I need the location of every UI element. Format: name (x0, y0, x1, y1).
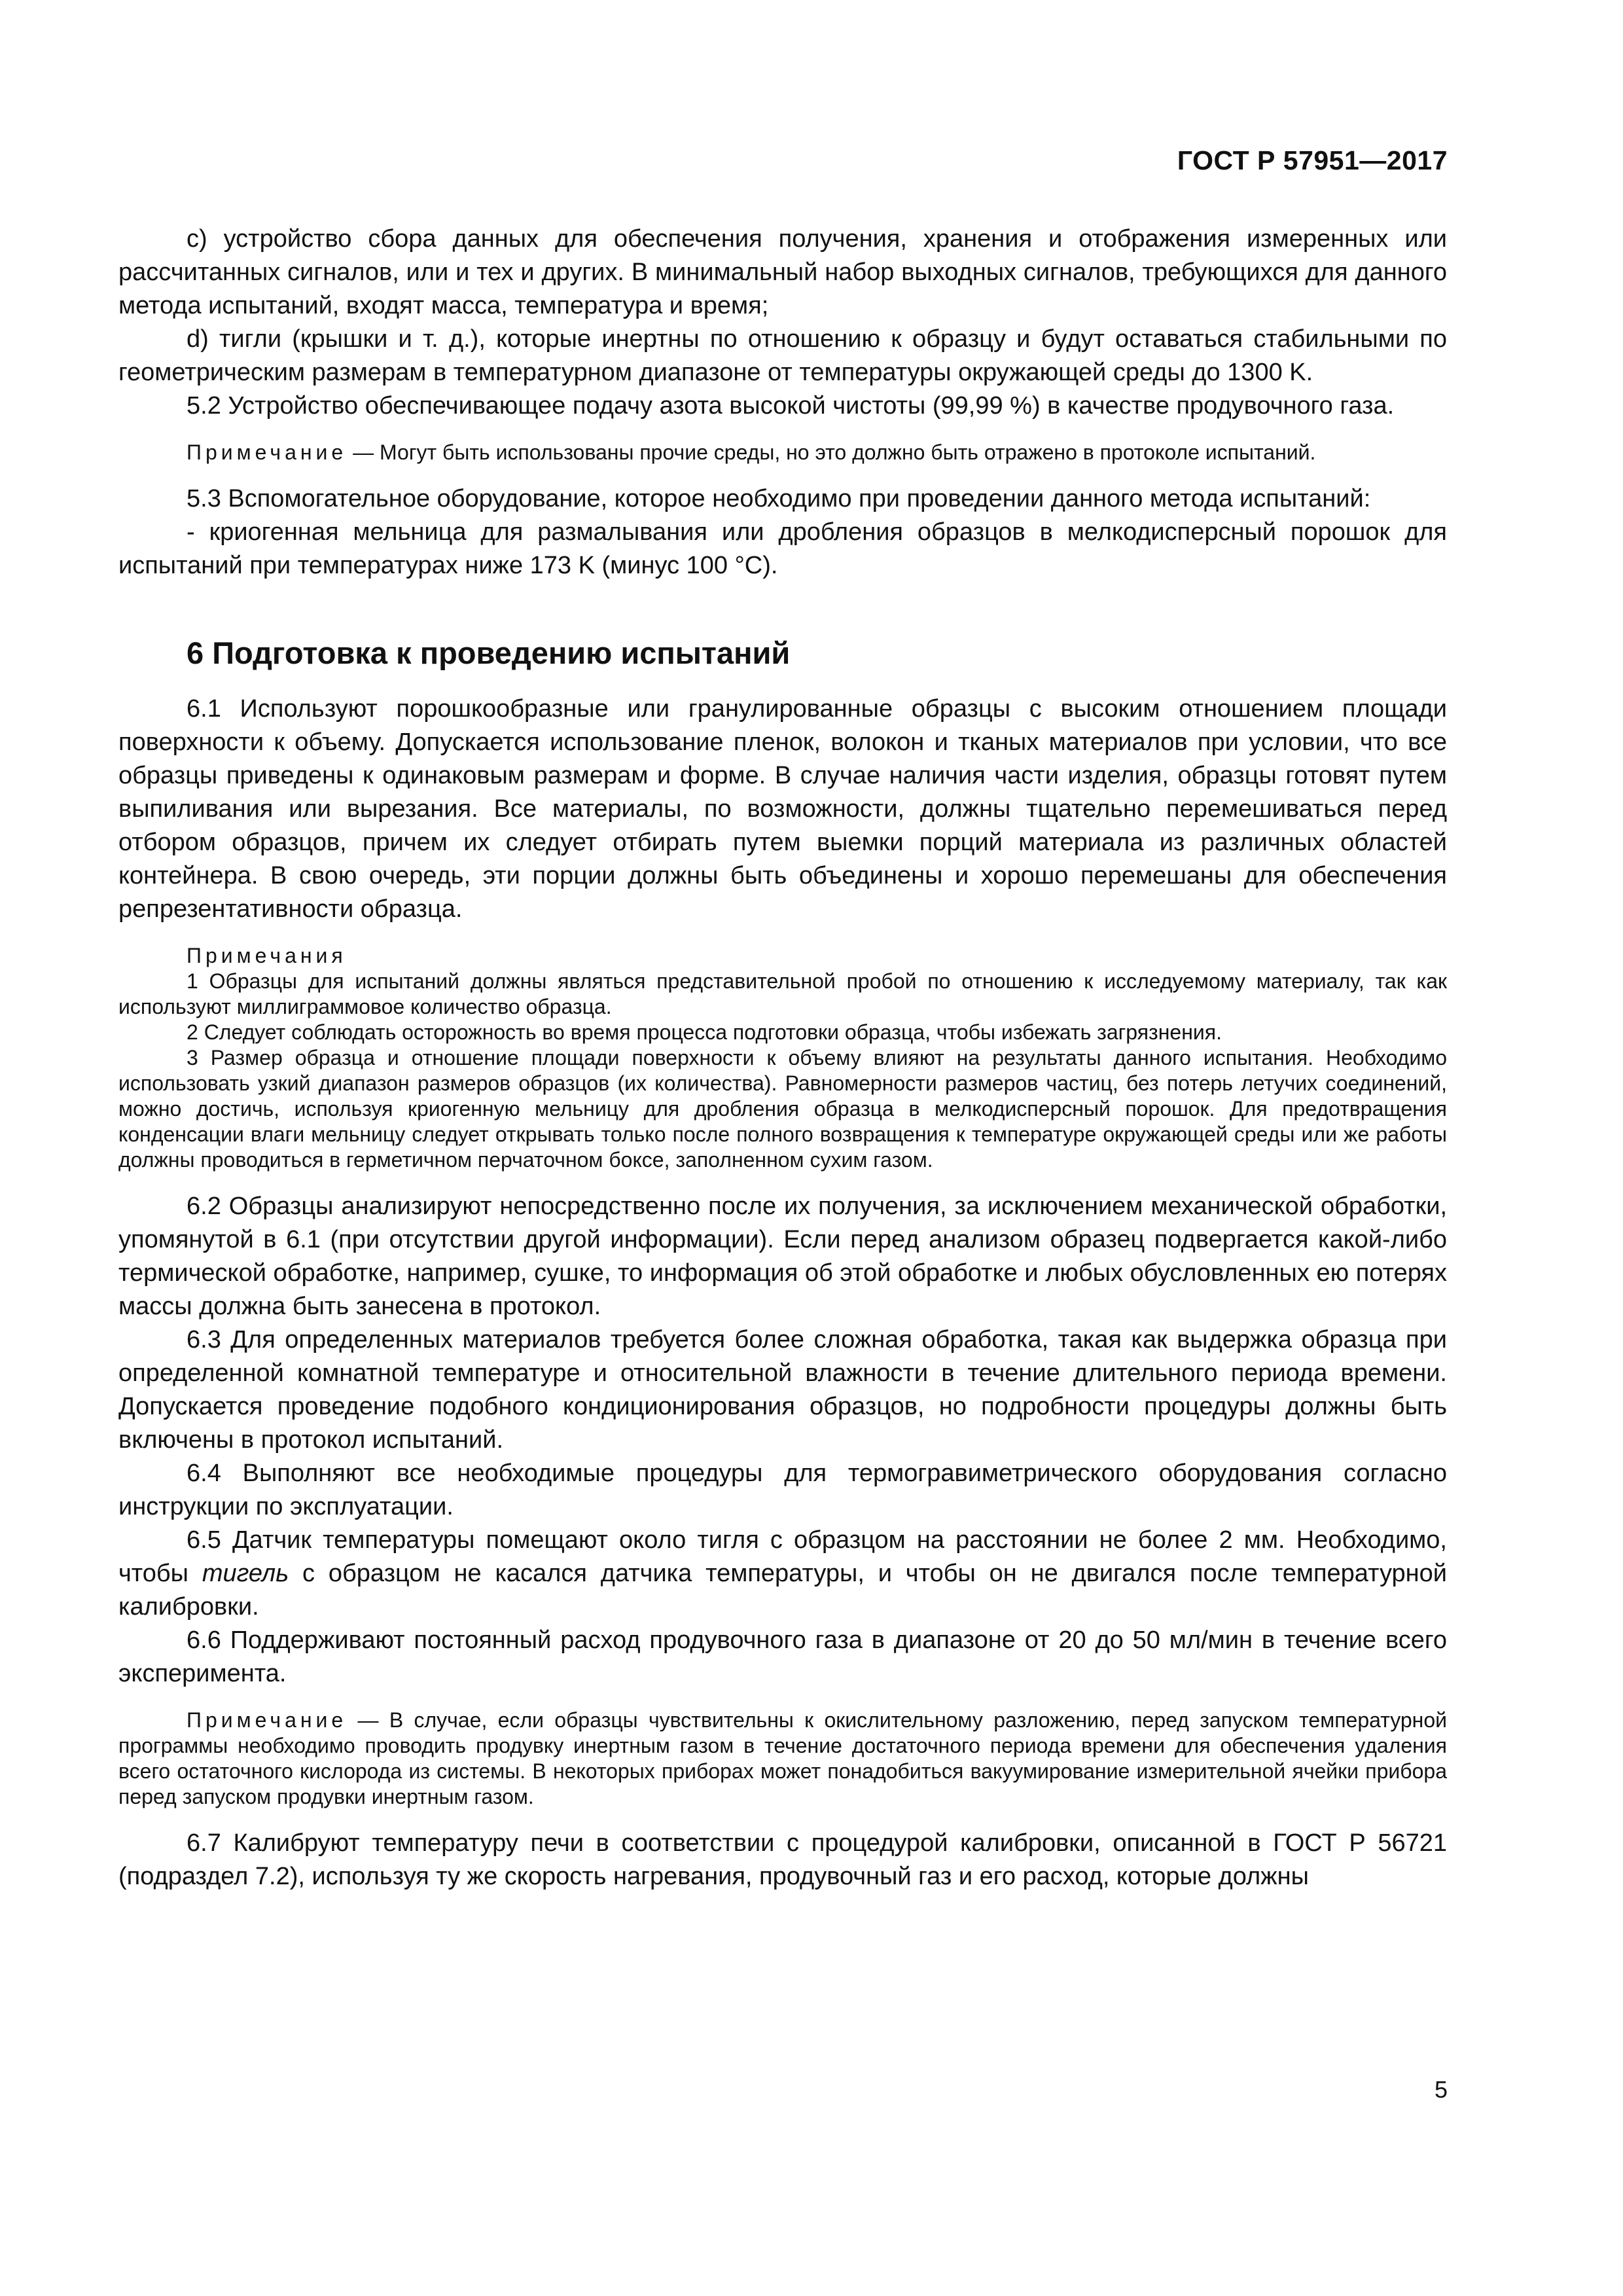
section-title: 6 Подготовка к проведению испытаний (187, 636, 791, 670)
note-label: Примечание (187, 1708, 348, 1732)
list-item-c: c) устройство сбора данных для обеспечения получения, хранения и отображения измеренных или рассчитанных сигналов, или и тех и других. В минимальный набор выходных сигналов, требующихся для данного метода испытаний, входят масса, температура и время; (118, 225, 1447, 319)
note-6-6 (118, 1708, 1447, 1810)
note-5-2 (118, 440, 1447, 465)
paragraph-6-3: 6.3 Для определенных материалов требуется более сложная обработка, такая как выдержка образца при определенной комнатной температуре и относительной влажности в течение длительного периода времени. Допускается проведение подобного кондиционирования образцов, но подробности процедуры должны быть включены в протокол испытаний. (118, 1326, 1447, 1454)
paragraph-6-5-end: с образцом не касался датчика температуры, и чтобы он не двигался после температурной калибровки. (118, 1560, 1447, 1621)
note-text: — В случае, если образцы чувствительны к окислительному разложению, перед запуском температурной программы необходимо проводить продувку инертным газом в течение достаточного периода времени для обеспечения удаления всего остаточного кислорода из системы. В некоторых приборах может понадобиться вакуумирование измерительной ячейки прибора перед запуском продувки инертным газом. (118, 1708, 1447, 1808)
note-item-1: 1 Образцы для испытаний должны являться представительной пробой по отношению к исследуемому материалу, так как используют миллиграммовое количество образца. (118, 969, 1447, 1018)
paragraph-6-4: 6.4 Выполняют все необходимые процедуры для термогравиметрического оборудования согласно инструкции по эксплуатации. (118, 1460, 1447, 1520)
paragraph-6-5-start: 6.5 Датчик температуры помещают около тигля с образцом на расстоянии не более 2 мм. Необходимо, чтобы (118, 1526, 1447, 1587)
note-item-2: 2 Следует соблюдать осторожность во время процесса подготовки образца, чтобы избежать загрязнения. (187, 1020, 1222, 1044)
document-code-header: ГОСТ Р 57951—2017 (1177, 145, 1448, 175)
paragraph-6-1: 6.1 Используют порошкообразные или гранулированные образцы с высоким отношением площади поверхности к объему. Допускается использование пленок, волокон и тканых материалов при условии, что все образцы приведены к одинаковым размерам и форме. В случае наличия части изделия, образцы готовят путем выпиливания или вырезания. Все материалы, по возможности, должны тщательно перемешиваться перед отбором образцов, причем их следует отбирать путем выемки порций материала из различных областей контейнера. В свою очередь, эти порции должны быть объединены и хорошо перемешаны для обеспечения репрезентативности образца. (118, 695, 1447, 923)
paragraph-6-5-italic: тигель (202, 1560, 289, 1587)
paragraph-6-6: 6.6 Поддерживают постоянный расход продувочного газа в диапазоне от 20 до 50 мл/мин в течение всего эксперимента. (118, 1626, 1447, 1687)
paragraph-5-3: 5.3 Вспомогательное оборудование, которое необходимо при проведении данного метода испытаний: (187, 485, 1371, 512)
paragraph-6-7: 6.7 Калибруют температуру печи в соответствии с процедурой калибровки, описанной в ГОСТ Р 56721 (подраздел 7.2), используя ту же скорость нагревания, продувочный газ и его расход, которые должны (118, 1829, 1447, 1890)
page-content (118, 223, 1447, 1893)
paragraph-5-2: 5.2 Устройство обеспечивающее подачу азота высокой чистоты (99,99 %) в качестве продувочного газа. (187, 392, 1395, 420)
note-label: Примечание (187, 440, 348, 464)
note-text: — Могут быть использованы прочие среды, но это должно быть отражено в протоколе испытаний. (347, 440, 1316, 464)
notes-heading (118, 943, 1447, 969)
paragraph-6-5 (118, 1524, 1447, 1624)
notes-label: Примечания (187, 944, 347, 967)
list-item-d: d) тигли (крышки и т. д.), которые инертны по отношению к образцу и будут оставаться стабильными по геометрическим размерам в температурном диапазоне от температуры окружающей среды до 1300 K. (118, 325, 1447, 386)
paragraph-5-3-item: - криогенная мельница для размалывания или дробления образцов в мелкодисперсный порошок для испытаний при температурах ниже 173 K (минус 100 °C). (118, 518, 1447, 579)
page-number: 5 (1434, 2076, 1448, 2103)
paragraph-6-2: 6.2 Образцы анализируют непосредственно после их получения, за исключением механической обработки, упомянутой в 6.1 (при отсутствии другой информации). Если перед анализом образец подвергается какой-либо термической обработке, например, сушке, то информация об этой обработке и любых обусловленных ею потерях массы должна быть занесена в протокол. (118, 1193, 1447, 1320)
note-item-3: 3 Размер образца и отношение площади поверхности к объему влияют на результаты данного испытания. Необходимо использовать узкий диапазон размеров образцов (их количества). Равномерности размеров частиц, без потерь летучих соединений, можно достичь, используя криогенную мельницу для дробления образца в мелкодисперсный порошок. Для предотвращения конденсации влаги мельницу следует открывать только после полного возвращения к температуре окружающей среды или же работы должны проводиться в герметичном перчаточном боксе, заполненном сухим газом. (118, 1046, 1447, 1172)
